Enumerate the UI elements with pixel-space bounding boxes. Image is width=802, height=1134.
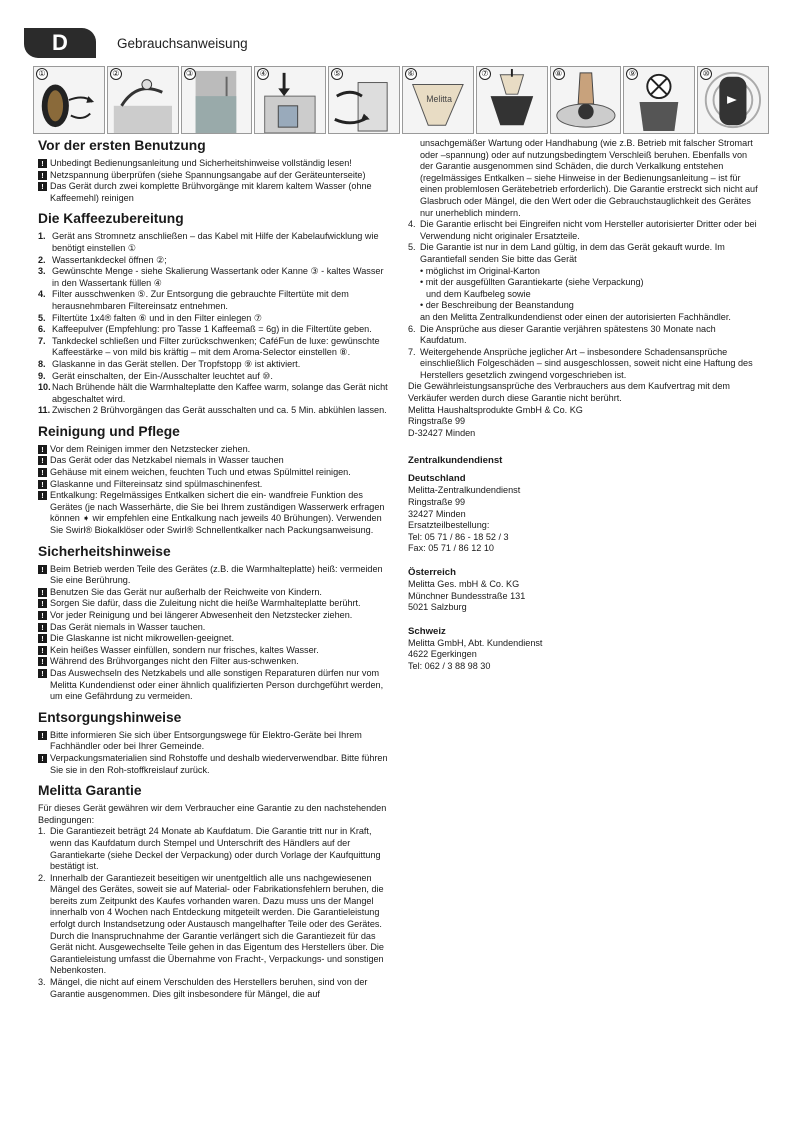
warning-icon: ! bbox=[38, 159, 47, 168]
right-column bbox=[408, 138, 760, 673]
list-item: ! Unbedingt Bedienungsanleitung und Sicherheitshinweise vollständig lesen! bbox=[38, 158, 388, 170]
list-item: 7. Weitergehende Ansprüche jeglicher Art – insbesondere Schadensansprüche einschließlich Folgeschäden – sind ausgeschlossen, soweit nicht eine Haftung des Herstellers gesetzlich zwingend vorgeschrieben ist. bbox=[408, 346, 753, 380]
section-title-disposal: Entsorgungshinweise bbox=[38, 709, 182, 725]
list-item: ! Das Gerät oder das Netzkabel niemals in Wasser tauchen bbox=[38, 455, 388, 467]
warning-icon: ! bbox=[38, 171, 47, 180]
list-item: 1. Gerät ans Stromnetz anschließen – das Kabel mit Hilfe der Kabelaufwicklung wie benötigt einstellen ① bbox=[38, 231, 379, 253]
list-item: 2. Wassertankdeckel öffnen ②; bbox=[38, 254, 167, 265]
service-switzerland-title: Schweiz bbox=[408, 625, 446, 637]
warning-icon: ! bbox=[38, 623, 47, 632]
list-item: 1. Die Garantiezeit beträgt 24 Monate ab Kaufdatum. Die Garantie tritt nur in Kraft, wenn das Kaufdatum durch Stempel und Unterschrift des Händlers auf der Garantiekarte (siehe Deckel der Verpackung) oder durch Vorlage der Kaufquittung bestätigt ist. bbox=[38, 826, 381, 872]
list-item: ! Gehäuse mit einem weichen, feuchten Tuch und etwas Spülmittel reinigen. bbox=[38, 467, 388, 479]
warranty-intro: Für dieses Gerät gewähren wir dem Verbraucher eine Garantie zu den nachstehenden Bedingungen: bbox=[38, 803, 387, 825]
warning-icon: ! bbox=[38, 445, 47, 454]
warranty-item-3-continued: unsachgemäßer Wartung oder Handhabung (wie z.B. Betrieb mit falscher Stromart oder –spannung) oder auf nutzungsbedingtem Verschleiß beruhen. Ebenfalls von der Garantie ausgenommen sind Schäden, die durch Verkalkung entstehen (regelmässiges Entkalken – siehe Hinweise in der Bedienungsanleitung – ist für einen problemlosen Gerätebetrieb erforderlich). Die Garantie erstreckt sich nicht auf Glasbruch oder Mängel, die den Wert oder die Gebrauchstauglichkeit des Gerätes nur unerheblich mindern. bbox=[420, 138, 758, 218]
service-germany-title: Deutschland bbox=[408, 473, 466, 485]
list-item: 2. Innerhalb der Garantiezeit beseitigen wir unentgeltlich alle uns nachgewiesenen Mängel des Gerätes, soweit sie auf Material- oder Fabrikationsfehlern beruhen, die bereits zum Zeitpunkt des Kaufes vorhanden waren. Dazu muss uns der Mangel innerhalb von 4 Wochen nach Entdeckung mitgeteilt werden. Die Garantieleistung erfolgt durch Instandsetzung oder Austausch mangelhafter Teile oder des Gerätes. Durch die Inanspruchnahme der Garantie verlängert sich die Garantiezeit für das Gerät nicht. Ausgewechselte Teile gehen in das Eigentum des Herstellers über. Die Garantieleistung umfasst die Übernahme von Fracht-, Verpackungs- und sonstigen Nebenkosten. bbox=[38, 872, 384, 976]
list-item: 4. Die Garantie erlischt bei Eingreifen nicht vom Hersteller autorisierter Dritter oder bei Verwendung nicht originaler Ersatzteile. bbox=[408, 219, 757, 241]
list-item: ! Bitte informieren Sie sich über Entsorgungswege für Elektro-Geräte bei Ihrem Fachhändler oder bei Ihrer Gemeinde. bbox=[38, 730, 388, 753]
warranty-list bbox=[38, 826, 388, 1000]
list-item: 4. Filter ausschwenken ⑤. Zur Entsorgung die gebrauchte Filtertüte mit dem herausnehmbaren Filtereinsatz entnehmen. bbox=[38, 289, 349, 311]
list-item: 10. Nach Brühende hält die Warmhalteplatte den Kaffee warm, solange das Gerät nicht abgeschaltet wird. bbox=[38, 382, 388, 404]
figure-aroma-selector: ⑧ bbox=[550, 66, 622, 134]
list-item: 6. Kaffeepulver (Empfehlung: pro Tasse 1 Kaffeemaß = 6g) in die Filtertüte geben. bbox=[38, 324, 372, 335]
figure-swing-out-filter: ⑤ bbox=[328, 66, 400, 134]
return-conditions-list: • möglichst im Original-Karton • mit der ausgefüllten Garantiekarte (siehe Verpackung) und dem Kaufbeleg sowie • der Beschreibung der Beanstandung an den Melitta Zentralkundendienst oder einen der autorisierten Fachhändler. bbox=[420, 265, 731, 322]
language-tab: D bbox=[24, 28, 96, 58]
list-item: ! Verpackungsmaterialien sind Rohstoffe und deshalb wiederverwendbar. Bitte führen Sie sie in den Roh-stoffkreislauf zurück. bbox=[38, 753, 388, 776]
warning-icon: ! bbox=[38, 669, 47, 678]
list-item: ! Während des Brühvorganges nicht den Filter aus-schwenken. bbox=[38, 656, 388, 668]
service-section: Zentralkundendienst Deutschland Melitta-Zentralkundendienst Ringstraße 99 32427 Minden Ersatzteilbestellung: Tel: 05 71 / 86 - 18 52 / 3 Fax: 05 71 / 86 12 10 Österreich Melitta Ges. mbH & Co. KG Münchner Bundesstraße 131 5021 Salzburg Schweiz Melitta GmbH, Abt. Kundendienst 4622 Egerkingen Tel: 062 / 3 88 98 30 bbox=[408, 455, 760, 672]
list-item: 5. Die Garantie ist nur in dem Land gültig, in dem das Gerät gekauft wurde. Im Garantiefall senden Sie bitte das Gerät bbox=[408, 242, 725, 264]
list-item: ! Benutzen Sie das Gerät nur außerhalb der Reichweite von Kindern. bbox=[38, 587, 388, 599]
service-title: Zentralkundendienst bbox=[408, 455, 503, 467]
list-item: ! Netzspannung überprüfen (siehe Spannungsangabe auf der Geräteunterseite) bbox=[38, 170, 388, 182]
list-item: ! Die Glaskanne ist nicht mikrowellen-geeignet. bbox=[38, 633, 388, 645]
list-item: ! Sorgen Sie dafür, dass die Zuleitung nicht die heiße Warmhalteplatte berührt. bbox=[38, 598, 388, 610]
list-item: ! Entkalkung: Regelmässiges Entkalken sichert die ein- wandfreie Funktion des Gerätes (je nach Wasserhärte, die Sie bei Ihrem zuständigen Wasserwerk erfragen können ➧ wir empfehlen eine Entkalkung nach jeweils 40 Brühungen). Verwenden Sie Swirl® Biokalklöser oder Swirl® Schnellentkalker nach Packungsanweisung. bbox=[38, 490, 388, 536]
list-item: 3. Gewünschte Menge - siehe Skalierung Wassertank oder Kanne ③ - kaltes Wasser in den Wassertank füllen ④ bbox=[38, 266, 384, 288]
safety-list bbox=[38, 564, 388, 703]
list-item: ! Vor dem Reinigen immer den Netzstecker ziehen. bbox=[38, 444, 388, 456]
warning-icon: ! bbox=[38, 468, 47, 477]
warning-icon: ! bbox=[38, 634, 47, 643]
warning-icon: ! bbox=[38, 646, 47, 655]
list-item: ! Vor jeder Reinigung und bei längerer Abwesenheit den Netzstecker ziehen. bbox=[38, 610, 388, 622]
instruction-figures bbox=[33, 66, 769, 134]
list-item: 5. Filtertüte 1x4® falten ⑥ und in den Filter einlegen ⑦ bbox=[38, 312, 263, 323]
figure-open-tank-lid: ② bbox=[107, 66, 179, 134]
figure-cable-winding: ① bbox=[33, 66, 105, 134]
list-item: ! Das Auswechseln des Netzkabels und alle sonstigen Reparaturen dürfen nur vom Melitta Kundendienst oder einer ähnlich qualifizierten Person durchgeführt werden, um eine Gefährdung zu vermeiden. bbox=[38, 668, 388, 703]
warning-icon: ! bbox=[38, 754, 47, 763]
figure-fold-filter: ⑥ Melitta bbox=[402, 66, 474, 134]
list-item: 11. Zwischen 2 Brühvorgängen das Gerät ausschalten und ca. 5 Min. abkühlen lassen. bbox=[38, 405, 387, 416]
section-title-preparation: Die Kaffeezubereitung bbox=[38, 211, 184, 227]
warranty-closing: Die Gewährleistungsansprüche des Verbrauchers aus dem Kaufvertrag mit dem Verkäufer werden durch diese Garantie nicht berührt. bbox=[408, 381, 730, 404]
warning-icon: ! bbox=[38, 657, 47, 666]
svg-text:Melitta: Melitta bbox=[426, 93, 452, 104]
first-use-list bbox=[38, 158, 388, 204]
section-title-warranty: Melitta Garantie bbox=[38, 783, 142, 799]
list-item: ! Glaskanne und Filtereinsatz sind spülmaschinenfest. bbox=[38, 479, 388, 491]
left-column bbox=[38, 138, 388, 1000]
figure-insert-filter: ⑦ bbox=[476, 66, 548, 134]
warning-icon: ! bbox=[38, 491, 47, 500]
list-item: ! Das Gerät durch zwei komplette Brühvorgänge mit klarem kaltem Wasser (ohne Kaffeemehl) reinigen bbox=[38, 181, 388, 204]
warning-icon: ! bbox=[38, 731, 47, 740]
document-title: Gebrauchsanweisung bbox=[117, 36, 248, 51]
section-title-cleaning: Reinigung und Pflege bbox=[38, 423, 180, 439]
list-item: 9. Gerät einschalten, der Ein-/Ausschalter leuchtet auf ⑩. bbox=[38, 370, 273, 381]
list-item: 6. Die Ansprüche aus dieser Garantie verjähren spätestens 30 Monate nach Kaufdatum. bbox=[408, 323, 716, 346]
warning-icon: ! bbox=[38, 611, 47, 620]
warning-icon: ! bbox=[38, 480, 47, 489]
cleaning-list bbox=[38, 444, 388, 537]
warning-icon: ! bbox=[38, 565, 47, 574]
warning-icon: ! bbox=[38, 456, 47, 465]
disposal-list bbox=[38, 730, 388, 776]
figure-power-switch: ⑩ bbox=[697, 66, 769, 134]
list-item: 3. Mängel, die nicht auf einem Verschulden des Herstellers beruhen, sind von der Garantie ausgenommen. Dies gilt insbesondere für Mängel, die auf bbox=[38, 977, 368, 999]
preparation-list bbox=[38, 231, 388, 417]
figure-drip-stop: ⑨ bbox=[623, 66, 695, 134]
figure-water-scale: ③ bbox=[181, 66, 253, 134]
service-austria-title: Österreich bbox=[408, 567, 456, 578]
warning-icon: ! bbox=[38, 588, 47, 597]
list-item: 8. Glaskanne in das Gerät stellen. Der Tropfstopp ⑨ ist aktiviert. bbox=[38, 358, 301, 369]
figure-fill-water: ④ bbox=[254, 66, 326, 134]
section-title-first-use: Vor der ersten Benutzung bbox=[38, 138, 206, 153]
manufacturer-address: Melitta Haushaltsprodukte GmbH & Co. KG Ringstraße 99 D-32427 Minden bbox=[408, 404, 583, 438]
list-item: ! Kein heißes Wasser einfüllen, sondern nur frisches, kaltes Wasser. bbox=[38, 645, 388, 657]
list-item: ! Beim Betrieb werden Teile des Gerätes (z.B. die Warmhalteplatte) heiß: vermeiden Sie eine Berührung. bbox=[38, 564, 388, 587]
list-item: ! Das Gerät niemals in Wasser tauchen. bbox=[38, 622, 388, 634]
warning-icon: ! bbox=[38, 182, 47, 191]
list-item: 7. Tankdeckel schließen und Filter zurückschwenken; CaféFun de luxe: gewünschte Kaffeestärke – von mild bis kräftig – mit dem Aroma-Selector einstellen ⑧. bbox=[38, 335, 380, 358]
warning-icon: ! bbox=[38, 599, 47, 608]
section-title-safety: Sicherheitshinweise bbox=[38, 543, 171, 559]
